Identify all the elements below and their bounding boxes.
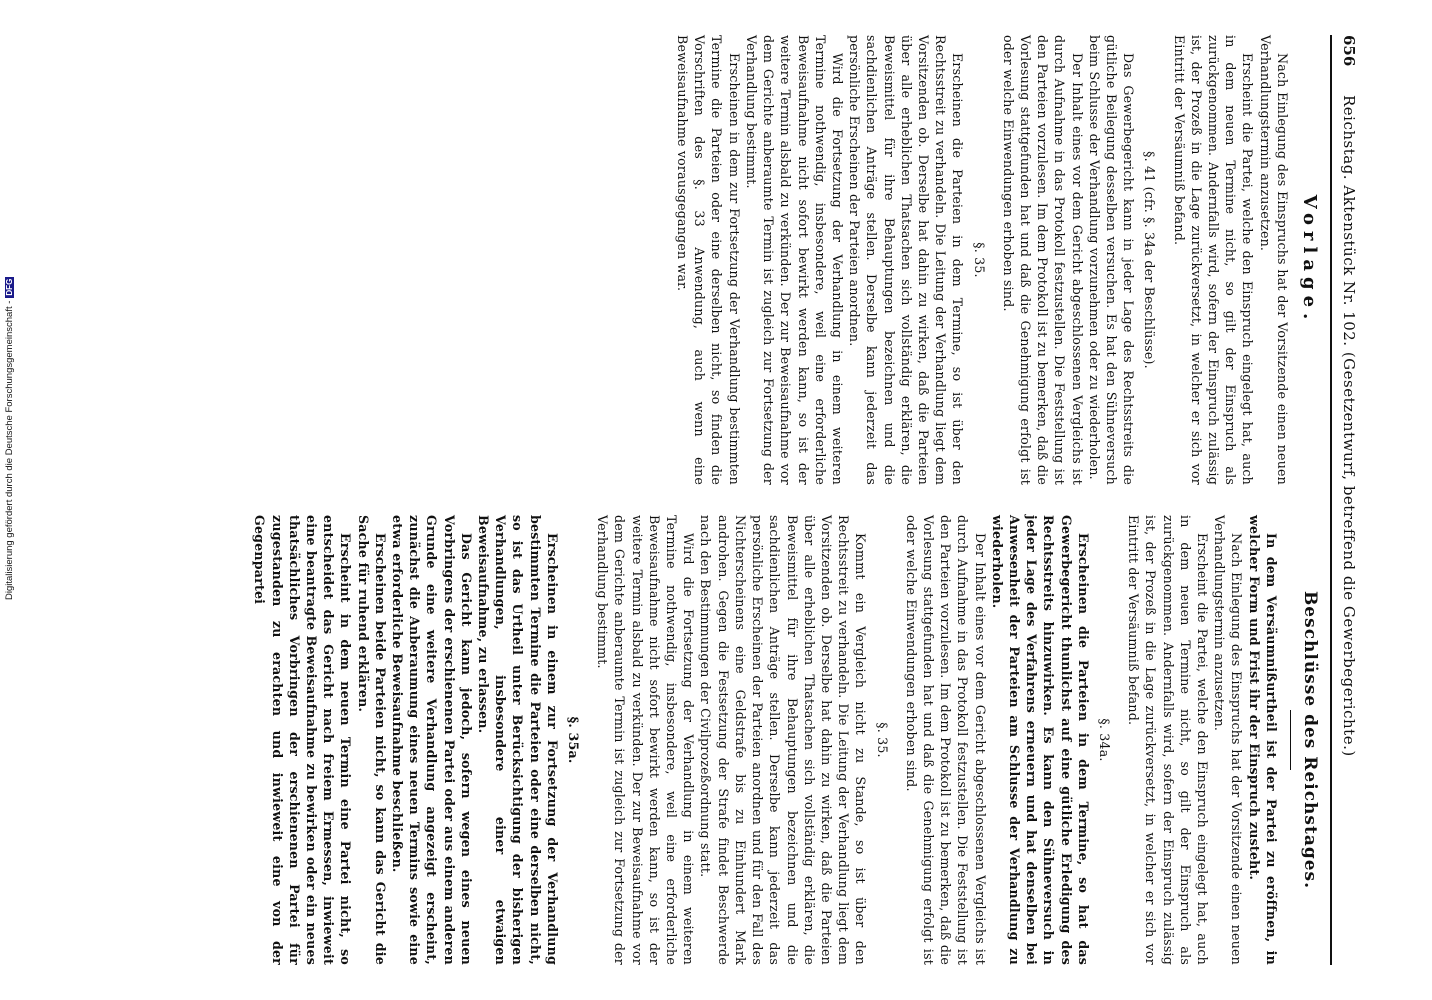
paragraph: Kommt ein Vergleich nicht zu Stande, so ist über den Rechtsstreit zu verhandeln. Die Leitung der Verhandlung liegt dem Vorsitzenden ob. Derselbe hat dahin zu wirken, daß die Parteien über alle erheblichen Thatsachen sich vollständig erklären, die Beweismittel für ihre Behauptungen bezeichnen und die sachdienlichen Anträge stellen. Derselbe kann jederzeit das persönliche Erscheinen der Parteien anordnen und für den Fall des Nichterscheinens eine Geldstrafe bis zu Einhundert Mark androhen. Gegen die Festsetzung der Strafe findet Beschwerde nach den Bestimmungen der Civilprozeßordnung statt. [698, 515, 869, 965]
dfg-logo: DFG [5, 278, 14, 296]
paragraph: Erscheinen in einem zur Fortsetzung der Verhandlung bestimmten Termine die Parteien oder eine derselben nicht, so ist das Urtheil unter Berücksichtigung der bisherigen Verhandlungen, insbesondere einer etwaigen Beweisaufnahme, zu erlassen. [476, 515, 560, 965]
right-column-title: Beschlüsse des Reichstages. [1300, 590, 1320, 890]
section-heading: §. 35. [874, 722, 890, 758]
paragraph: Wird die Fortsetzung der Verhandlung in einem weiteren Termine nothwendig, insbesondere, weil eine erforderliche Beweisaufnahme nicht sofort bewirkt werden kann, so ist der weitere Termin alsbald zu verkünden. Der zur Beweisaufnahme vor dem Gerichte anberaumte Termin ist zugleich zur Fortsetzung der Verhandlung bestimmt. [595, 515, 697, 965]
right-column [251, 515, 1318, 965]
digitization-note [4, 200, 15, 600]
paragraph: Erscheinen in dem zur Fortsetzung der Verhandlung bestimmten Termine die Parteien oder eine derselben nicht, so finden die Vorschriften des §. 33 Anwendung, auch wenn eine Beweisaufnahme vorausgegangen war. [675, 35, 742, 485]
page-number: 656 [1340, 35, 1358, 67]
paragraph: Nach Einlegung des Einspruchs hat der Vorsitzende einen neuen Verhandlungstermin anzusetzen. [1212, 515, 1245, 965]
paragraph: Das Gericht kann jedoch, sofern wegen eines neuen Vorbringens der erschienenen Partei oder aus einem anderen Grunde eine weitere Verhandlung angezeigt erscheint, zunächst die Anberaumung eines neuen Termins sowie eine etwa erforderliche Beweisaufnahme beschließen. [390, 515, 474, 965]
paragraph: Erscheinen die Parteien in dem Termine, so hat das Gewerbegericht thunlichst auf eine gütliche Erledigung des Rechtsstreits hinzuwirken. Es kann den Sühneversuch in jeder Lage des Verfahrens erneuern und hat denselben bei Anwesenheit der Parteien am Schlusse der Verhandlung zu wiederholen. [989, 515, 1091, 965]
running-title: Reichstag. Aktenstück Nr. 102. (Gesetzentwurf, betreffend die Gewerbegerichte.) [1340, 95, 1358, 757]
paragraph: In dem Versäumnißurtheil ist der Partei zu eröffnen, in welcher Form und Frist ihr der Einspruch zusteht. [1246, 515, 1279, 965]
paragraph: Der Inhalt eines vor dem Gericht abgeschlossenen Vergleichs ist durch Aufnahme in das Protokoll festzustellen. Die Feststellung ist den Parteien vorzulesen. Im dem Protokoll ist zu bemerken, daß die Vorlesung stattgefunden hat und daß die Genehmigung erfolgt ist oder welche Einwendungen erhoben sind. [1000, 35, 1085, 485]
paragraph: Wird die Fortsetzung der Verhandlung in einem weiteren Termine nothwendig, insbesondere, weil eine erforderliche Beweisaufnahme nicht sofort bewirkt werden kann, so ist der weitere Termin alsbald zu verkünden. Der zur Beweisaufnahme vor dem Gerichte anberaumte Termin ist zugleich zur Fortsetzung der Verhandlung bestimmt. [743, 35, 845, 485]
paragraph: Erscheint in dem neuen Termin eine Partei nicht, so entscheidet das Gericht nach freiem Ermessen, inwieweit eine beantragte Beweisaufnahme zu bewirken oder ein neues thatsächliches Vorbringen der erschienenen Partei für zugestanden zu erachten und inwieweit eine von der Gegenpartei [252, 515, 354, 965]
section-heading: §. 41 (cfr. §. 34a der Beschlüsse). [1142, 151, 1158, 369]
section-heading: §. 35a. [566, 716, 582, 764]
left-column [674, 35, 1318, 485]
title-rule [1290, 710, 1291, 770]
paragraph: Erscheinen die Parteien in dem Termine, so ist über den Rechtsstreit zu verhandeln. Die Leitung der Verhandlung liegt dem Vorsitzenden ob. Derselbe hat dahin zu wirken, daß die Parteien über alle erheblichen Thatsachen sich vollständig erklären, die Beweismittel für ihre Behauptungen bezeichnen und die sachdienlichen Anträge stellen. Derselbe kann jederzeit das persönliche Erscheinen der Parteien anordnen. [847, 35, 966, 485]
digitization-text: Digitalisierung gefördert durch die Deutsche Forschungsgemeinschaft - [4, 300, 15, 600]
rotated-document [252, 35, 1360, 965]
paragraph: Erscheinen beide Parteien nicht, so kann das Gericht die Sache für ruhend erklären. [355, 515, 388, 965]
section-heading: §. 34a. [1096, 718, 1112, 762]
paragraph: Nach Einlegung des Einspruchs hat der Vorsitzende einen neuen Verhandlungstermin anzusetzen. [1257, 35, 1290, 485]
paragraph: Der Inhalt eines vor dem Gericht abgeschlossenen Vergleichs ist durch Aufnahme in das Protokoll festzustellen. Die Feststellung ist den Parteien vorzulesen. Im dem Protokoll ist zu bemerken, daß die Vorlesung stattgefunden hat und daß die Genehmigung erfolgt ist oder welche Einwendungen erhoben sind. [903, 515, 988, 965]
paragraph: Das Gewerbegericht kann in jeder Lage des Rechtsstreits die gütliche Beilegung desselben versuchen. Es hat den Sühneversuch beim Schlusse der Verhandlung vorzunehmen oder zu wiederholen. [1086, 35, 1137, 485]
paragraph: Erscheint die Partei, welche den Einspruch eingelegt hat, auch in dem neuen Termine nicht, so gilt der Einspruch als zurückgenommen. Andernfalls wird, sofern der Einspruch zulässig ist, der Prozeß in die Lage zurückversetzt, in welcher er sich vor Eintritt der Versäumniß befand. [1171, 35, 1256, 485]
paragraph: Erscheint die Partei, welche den Einspruch eingelegt hat, auch in dem neuen Termine nicht, so gilt der Einspruch als zurückgenommen. Andernfalls wird, sofern der Einspruch zulässig ist, der Prozeß in die Lage zurückversetzt, in welcher er sich vor Eintritt der Versäumniß befand. [1126, 515, 1210, 965]
page-header [1330, 35, 1360, 965]
left-column-title: Vorlage. [1299, 194, 1320, 326]
section-heading: §. 35. [971, 242, 987, 278]
